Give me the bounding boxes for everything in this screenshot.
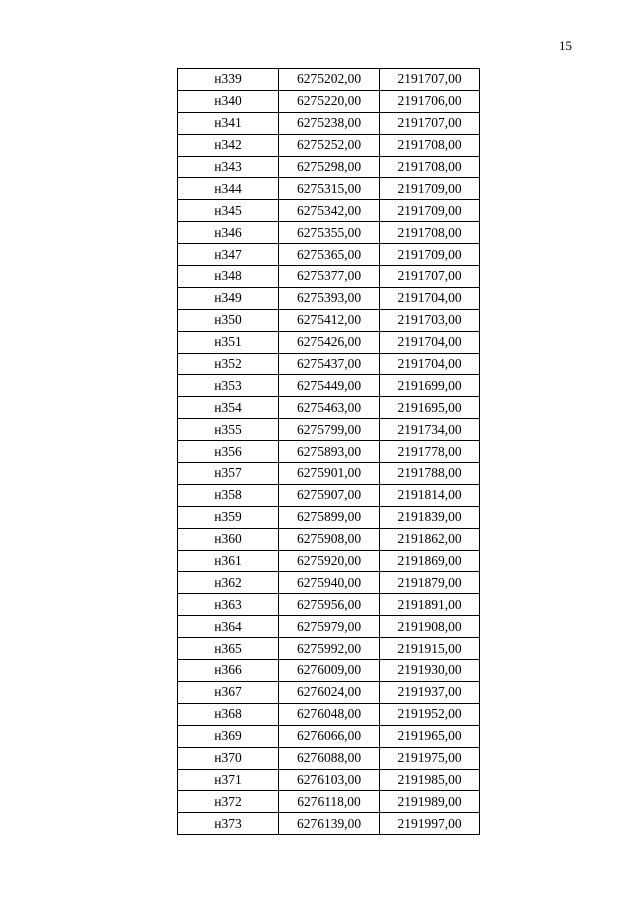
point-id-cell: н351: [178, 331, 279, 353]
table-row: [178, 397, 480, 419]
x-coordinate-cell: 6275901,00: [279, 463, 380, 485]
point-id-cell: н352: [178, 353, 279, 375]
table-row: [178, 813, 480, 835]
table-row: [178, 616, 480, 638]
table-row: [178, 572, 480, 594]
x-coordinate-cell: 6275342,00: [279, 200, 380, 222]
point-id-cell: н363: [178, 594, 279, 616]
table-row: [178, 594, 480, 616]
point-id-cell: н356: [178, 441, 279, 463]
table-row: [178, 266, 480, 288]
y-coordinate-cell: 2191707,00: [380, 112, 480, 134]
y-coordinate-cell: 2191707,00: [380, 69, 480, 91]
x-coordinate-cell: 6275956,00: [279, 594, 380, 616]
point-id-cell: н339: [178, 69, 279, 91]
table-row: [178, 484, 480, 506]
point-id-cell: н350: [178, 309, 279, 331]
y-coordinate-cell: 2191915,00: [380, 638, 480, 660]
point-id-cell: н348: [178, 266, 279, 288]
y-coordinate-cell: 2191862,00: [380, 528, 480, 550]
y-coordinate-cell: 2191989,00: [380, 791, 480, 813]
x-coordinate-cell: 6275412,00: [279, 309, 380, 331]
x-coordinate-cell: 6276118,00: [279, 791, 380, 813]
table-row: [178, 419, 480, 441]
point-id-cell: н353: [178, 375, 279, 397]
table-row: [178, 90, 480, 112]
point-id-cell: н340: [178, 90, 279, 112]
point-id-cell: н360: [178, 528, 279, 550]
y-coordinate-cell: 2191709,00: [380, 244, 480, 266]
table-row: [178, 660, 480, 682]
x-coordinate-cell: 6275426,00: [279, 331, 380, 353]
y-coordinate-cell: 2191695,00: [380, 397, 480, 419]
table-row: [178, 156, 480, 178]
y-coordinate-cell: 2191937,00: [380, 681, 480, 703]
point-id-cell: н371: [178, 769, 279, 791]
table-row: [178, 463, 480, 485]
point-id-cell: н365: [178, 638, 279, 660]
x-coordinate-cell: 6275920,00: [279, 550, 380, 572]
x-coordinate-cell: 6276066,00: [279, 725, 380, 747]
y-coordinate-cell: 2191734,00: [380, 419, 480, 441]
y-coordinate-cell: 2191952,00: [380, 703, 480, 725]
point-id-cell: н362: [178, 572, 279, 594]
y-coordinate-cell: 2191965,00: [380, 725, 480, 747]
x-coordinate-cell: 6275238,00: [279, 112, 380, 134]
point-id-cell: н357: [178, 463, 279, 485]
y-coordinate-cell: 2191708,00: [380, 222, 480, 244]
table-row: [178, 703, 480, 725]
y-coordinate-cell: 2191708,00: [380, 156, 480, 178]
x-coordinate-cell: 6276024,00: [279, 681, 380, 703]
table-row: [178, 134, 480, 156]
table-row: [178, 550, 480, 572]
y-coordinate-cell: 2191703,00: [380, 309, 480, 331]
y-coordinate-cell: 2191704,00: [380, 331, 480, 353]
y-coordinate-cell: 2191699,00: [380, 375, 480, 397]
y-coordinate-cell: 2191997,00: [380, 813, 480, 835]
table-row: [178, 112, 480, 134]
x-coordinate-cell: 6275220,00: [279, 90, 380, 112]
y-coordinate-cell: 2191869,00: [380, 550, 480, 572]
y-coordinate-cell: 2191788,00: [380, 463, 480, 485]
x-coordinate-cell: 6275907,00: [279, 484, 380, 506]
y-coordinate-cell: 2191706,00: [380, 90, 480, 112]
point-id-cell: н369: [178, 725, 279, 747]
table-row: [178, 353, 480, 375]
y-coordinate-cell: 2191930,00: [380, 660, 480, 682]
y-coordinate-cell: 2191908,00: [380, 616, 480, 638]
table-row: [178, 681, 480, 703]
coordinates-table: [177, 68, 480, 835]
y-coordinate-cell: 2191708,00: [380, 134, 480, 156]
point-id-cell: н359: [178, 506, 279, 528]
x-coordinate-cell: 6275393,00: [279, 287, 380, 309]
x-coordinate-cell: 6275893,00: [279, 441, 380, 463]
x-coordinate-cell: 6275315,00: [279, 178, 380, 200]
coordinates-table-body: [178, 69, 480, 835]
table-row: [178, 725, 480, 747]
table-row: [178, 244, 480, 266]
x-coordinate-cell: 6275463,00: [279, 397, 380, 419]
x-coordinate-cell: 6276103,00: [279, 769, 380, 791]
point-id-cell: н364: [178, 616, 279, 638]
table-row: [178, 375, 480, 397]
x-coordinate-cell: 6275992,00: [279, 638, 380, 660]
table-row: [178, 309, 480, 331]
x-coordinate-cell: 6275252,00: [279, 134, 380, 156]
point-id-cell: н355: [178, 419, 279, 441]
point-id-cell: н368: [178, 703, 279, 725]
x-coordinate-cell: 6276088,00: [279, 747, 380, 769]
x-coordinate-cell: 6275449,00: [279, 375, 380, 397]
x-coordinate-cell: 6275355,00: [279, 222, 380, 244]
x-coordinate-cell: 6275899,00: [279, 506, 380, 528]
x-coordinate-cell: 6275979,00: [279, 616, 380, 638]
point-id-cell: н361: [178, 550, 279, 572]
point-id-cell: н372: [178, 791, 279, 813]
y-coordinate-cell: 2191707,00: [380, 266, 480, 288]
point-id-cell: н343: [178, 156, 279, 178]
x-coordinate-cell: 6276139,00: [279, 813, 380, 835]
table-row: [178, 200, 480, 222]
table-row: [178, 747, 480, 769]
point-id-cell: н367: [178, 681, 279, 703]
point-id-cell: н349: [178, 287, 279, 309]
point-id-cell: н344: [178, 178, 279, 200]
table-row: [178, 441, 480, 463]
x-coordinate-cell: 6275799,00: [279, 419, 380, 441]
point-id-cell: н366: [178, 660, 279, 682]
x-coordinate-cell: 6275908,00: [279, 528, 380, 550]
point-id-cell: н342: [178, 134, 279, 156]
x-coordinate-cell: 6275298,00: [279, 156, 380, 178]
x-coordinate-cell: 6276009,00: [279, 660, 380, 682]
point-id-cell: н341: [178, 112, 279, 134]
table-row: [178, 638, 480, 660]
y-coordinate-cell: 2191839,00: [380, 506, 480, 528]
point-id-cell: н346: [178, 222, 279, 244]
table-row: [178, 222, 480, 244]
page-number: 15: [559, 38, 572, 53]
point-id-cell: н354: [178, 397, 279, 419]
x-coordinate-cell: 6276048,00: [279, 703, 380, 725]
y-coordinate-cell: 2191891,00: [380, 594, 480, 616]
y-coordinate-cell: 2191709,00: [380, 200, 480, 222]
y-coordinate-cell: 2191814,00: [380, 484, 480, 506]
table-row: [178, 69, 480, 91]
x-coordinate-cell: 6275365,00: [279, 244, 380, 266]
y-coordinate-cell: 2191704,00: [380, 353, 480, 375]
point-id-cell: н345: [178, 200, 279, 222]
point-id-cell: н347: [178, 244, 279, 266]
table-row: [178, 791, 480, 813]
x-coordinate-cell: 6275940,00: [279, 572, 380, 594]
table-row: [178, 287, 480, 309]
x-coordinate-cell: 6275437,00: [279, 353, 380, 375]
table-row: [178, 528, 480, 550]
y-coordinate-cell: 2191985,00: [380, 769, 480, 791]
table-row: [178, 506, 480, 528]
y-coordinate-cell: 2191879,00: [380, 572, 480, 594]
y-coordinate-cell: 2191704,00: [380, 287, 480, 309]
y-coordinate-cell: 2191975,00: [380, 747, 480, 769]
point-id-cell: н358: [178, 484, 279, 506]
table-row: [178, 331, 480, 353]
table-row: [178, 178, 480, 200]
y-coordinate-cell: 2191778,00: [380, 441, 480, 463]
y-coordinate-cell: 2191709,00: [380, 178, 480, 200]
x-coordinate-cell: 6275202,00: [279, 69, 380, 91]
point-id-cell: н373: [178, 813, 279, 835]
table-row: [178, 769, 480, 791]
point-id-cell: н370: [178, 747, 279, 769]
x-coordinate-cell: 6275377,00: [279, 266, 380, 288]
